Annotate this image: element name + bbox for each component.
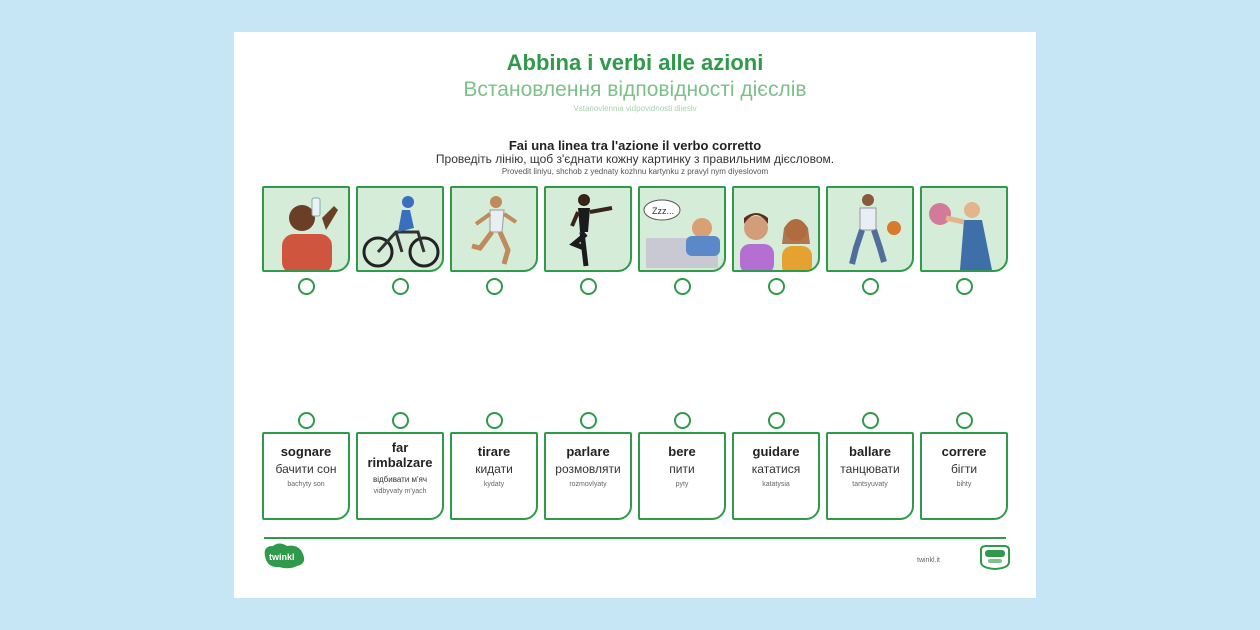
word-card-guidare xyxy=(732,432,820,520)
word-card-far-rimbalzare xyxy=(356,432,444,520)
word-transliteration: pyty xyxy=(675,481,689,488)
picture-card-basketball xyxy=(826,186,914,272)
picture-connector-dot[interactable] xyxy=(768,278,785,295)
runner-icon xyxy=(452,188,536,270)
word-connector-dot[interactable] xyxy=(956,412,973,429)
word-card-parlare xyxy=(544,432,632,520)
word-transliteration: bachyty son xyxy=(287,481,325,488)
cyclist-icon xyxy=(358,188,442,270)
word-card-bere xyxy=(638,432,726,520)
word-ukrainian: відбивати м'яч xyxy=(372,475,428,484)
word-connector-dot[interactable] xyxy=(580,412,597,429)
word-italian: ballare xyxy=(849,444,891,459)
picture-card-dance xyxy=(544,186,632,272)
picture-card-cycle xyxy=(356,186,444,272)
logo-text: twinkl xyxy=(269,552,295,562)
word-italian: sognare xyxy=(280,444,332,459)
picture-card-run xyxy=(450,186,538,272)
word-ukrainian: пити xyxy=(669,462,695,476)
picture-connector-dot[interactable] xyxy=(862,278,879,295)
word-connector-dot[interactable] xyxy=(486,412,503,429)
word-italian: far rimbalzare xyxy=(367,440,433,470)
footer-divider xyxy=(264,537,1006,539)
picture-connector-dot[interactable] xyxy=(956,278,973,295)
sleep-bubble-text: Zzz... xyxy=(652,206,674,216)
worksheet-title: Abbina i verbi alle azioni xyxy=(506,50,764,75)
talking-people-icon xyxy=(734,188,818,270)
word-ukrainian: кидати xyxy=(475,462,513,476)
word-ukrainian: танцювати xyxy=(840,462,900,476)
throwing-ball-icon xyxy=(922,188,1006,270)
footer-url[interactable]: twinkl.it xyxy=(917,557,940,564)
word-italian: tirare xyxy=(477,444,511,459)
word-italian: bere xyxy=(668,444,696,459)
word-transliteration: katatysia xyxy=(762,481,790,488)
word-ukrainian: бігти xyxy=(950,462,978,476)
word-connector-dot[interactable] xyxy=(298,412,315,429)
word-italian: guidare xyxy=(752,444,800,459)
picture-connector-dot[interactable] xyxy=(392,278,409,295)
worksheet-subtitle: Встановлення відповідності дієслів xyxy=(463,78,807,101)
picture-card-talk xyxy=(732,186,820,272)
drinking-person-icon xyxy=(264,188,348,270)
basketball-player-icon xyxy=(828,188,912,270)
word-transliteration: rozmovlyaty xyxy=(569,481,607,488)
picture-connector-dot[interactable] xyxy=(674,278,691,295)
picture-card-sleep xyxy=(638,186,726,272)
word-ukrainian: бачити сон xyxy=(275,462,337,476)
word-connector-dot[interactable] xyxy=(768,412,785,429)
word-card-correre xyxy=(920,432,1008,520)
dancer-icon xyxy=(546,188,630,270)
word-connector-dot[interactable] xyxy=(392,412,409,429)
worksheet xyxy=(234,32,1036,598)
word-transliteration: vidbyvaty m'yach xyxy=(373,488,427,495)
word-transliteration: bihty xyxy=(956,481,972,488)
word-italian: parlare xyxy=(566,444,610,459)
twinkl-logo-icon xyxy=(261,542,307,570)
word-italian: correre xyxy=(941,444,987,459)
word-connector-dot[interactable] xyxy=(674,412,691,429)
word-card-tirare xyxy=(450,432,538,520)
sleeping-person-icon xyxy=(640,188,724,270)
picture-card-drink xyxy=(262,186,350,272)
instruction-ukrainian: Проведіть лінію, щоб з'єднати кожну картинку з правильним дієсловом. xyxy=(435,152,835,166)
word-transliteration: tantsyuvaty xyxy=(852,481,888,488)
quality-badge-icon xyxy=(978,544,1012,570)
worksheet-transliteration: Vstanovlennia vidpovidnosti diieslv xyxy=(573,104,697,113)
word-transliteration: kydaty xyxy=(483,481,505,488)
picture-card-throw xyxy=(920,186,1008,272)
instruction-italian: Fai una linea tra l'azione il verbo corretto xyxy=(508,138,762,153)
word-connector-dot[interactable] xyxy=(862,412,879,429)
word-card-sognare xyxy=(262,432,350,520)
word-card-ballare xyxy=(826,432,914,520)
word-ukrainian: кататися xyxy=(751,462,801,476)
word-ukrainian: розмовляти xyxy=(555,462,621,476)
picture-connector-dot[interactable] xyxy=(580,278,597,295)
picture-connector-dot[interactable] xyxy=(486,278,503,295)
picture-connector-dot[interactable] xyxy=(298,278,315,295)
instruction-transliteration: Provedit liniyu, shchob z yednaty kozhnu kartynku z pravyl nym diyeslovom xyxy=(501,167,769,176)
